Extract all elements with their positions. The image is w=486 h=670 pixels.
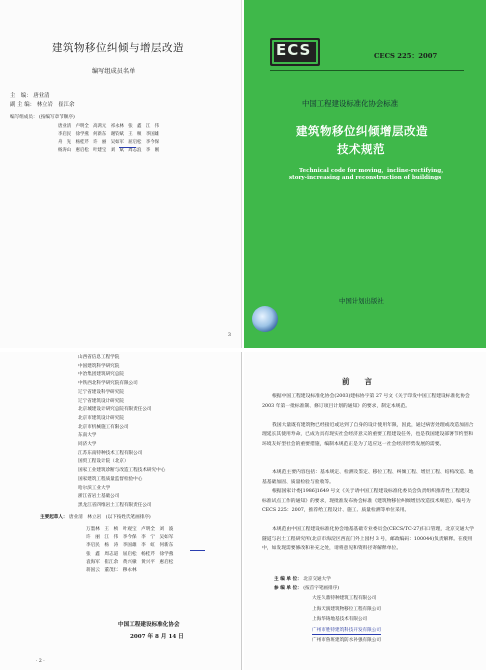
unit-item: 哈尔滨工业大学 bbox=[78, 485, 111, 491]
foreword-paragraph: 根据中国工程建设标准化协会(2003)建标协字第 27 号文《关于印发中国工程建设标准化协会 2003 年第一批标准制、修订项目计划的通知》的要求，制定本规范。 bbox=[262, 394, 470, 409]
drafting-units-page bbox=[0, 352, 242, 670]
cover-title-line2: 技术规范 bbox=[337, 142, 385, 156]
drafter-row: 袁海军 崔江余 黄兴棣 黄兴平 惠启松 bbox=[86, 559, 174, 565]
unit-item: 国贸工程设计院（北京） bbox=[78, 459, 129, 465]
unit-item: 东南大学 bbox=[78, 433, 97, 439]
editor-name: 唐业清 bbox=[33, 93, 50, 99]
member-row: 李启民 徐学燕 何新东 谢钧斌 王 帧 李国雄 bbox=[58, 132, 159, 137]
unit-item: 中冶集团建筑研究总院 bbox=[78, 372, 124, 378]
drafters-first-line: 唐业清 林立岩 (以下按姓氏笔画排序) bbox=[69, 515, 151, 520]
coeditor-item: 广州市胜特建筑科技开发有限公司 bbox=[312, 627, 381, 633]
drafter-row: 李启民 杨 涛 李国雄 李 虹 何新东 bbox=[86, 543, 174, 549]
unit-item: 同济大学 bbox=[78, 442, 97, 447]
unit-item: 中国建筑科学研究院 bbox=[78, 363, 120, 369]
drafter-row: 蒋国云 董茂仁 穆永林 bbox=[86, 568, 137, 573]
foreword-paragraph: 本规范由中国工程建设标准化协会地基基础专业委员会(CECS/TC-27)归口管理，北京交通大学隧道与岩土工程研究所(北京市海淀区西直门外上园村 3 号，邮政编码：100044)负责解释。在使用中，如发现需要修改和补充之处，请将意见和资料径寄解释单位。 bbox=[262, 527, 474, 551]
unit-item: 辽宁省建设科学研究院 bbox=[78, 389, 124, 395]
page-number: · 2 · bbox=[36, 659, 45, 664]
sign-organization: 中国工程建设标准化协会 bbox=[118, 622, 180, 628]
coeditor-item: 上海天演建筑物移位工程有限公司 bbox=[312, 606, 381, 612]
unit-item: 黑龙江省四维岩土工程有限责任公司 bbox=[78, 502, 152, 508]
chief-unit-label: 主 编 单 位： bbox=[274, 577, 302, 582]
english-title-line2: story-increasing and reconstruction of buildings bbox=[289, 175, 442, 181]
publisher: 中国计划出版社 bbox=[339, 297, 384, 305]
seal-icon bbox=[252, 306, 278, 332]
coeditor-item: 上海华铸地基技术有限公司 bbox=[312, 617, 368, 622]
standard-code: CECS 225：2007 bbox=[374, 52, 438, 60]
members-label-row bbox=[10, 114, 75, 121]
drafters-label: 主要起草人： bbox=[40, 515, 68, 520]
english-title-line1: Technical code for moving，incline-rectifying， bbox=[299, 168, 447, 174]
drafter-row: 张 鑫 周志道 屈启松 杨桂芹 徐学燕 bbox=[86, 551, 174, 557]
drafter-row: 许 丽 江 伟 李今保 李 宁 吴如军 bbox=[86, 535, 174, 541]
coeditor-label: 参 编 单 位： bbox=[274, 586, 302, 591]
association-name: 中国工程建设标准化协会标准 bbox=[302, 99, 399, 108]
unit-item: 江苏东南特种技术工程有限公司 bbox=[78, 450, 143, 456]
drafters-header bbox=[40, 514, 151, 521]
unit-item: 国家工业建筑诊断与改造工程技术研究中心 bbox=[78, 468, 166, 474]
unit-item: 北京城建设计研究总院有限责任公司 bbox=[78, 407, 152, 413]
sign-date: 2007 年 8 月 14 日 bbox=[130, 634, 184, 640]
book-title: 建筑物移位纠倾与增层改造 bbox=[52, 42, 184, 54]
member-row: 杨涛山 惠启松 叶建宝 刘 斌 周志浪 李 刚 bbox=[58, 148, 159, 153]
foreword-paragraph: 我国大量既有建筑物已经接近或达到了自身的设计使用年限，因此，通过病害处理或改造加固合理延长其使用寿命，已成为具有现实社会经济意义的重要工程建设任务，也是我国建设部署节约型和环境友好型社会的重要措施，编制本规范正是为了适应这一社会经济形势发展的需要。 bbox=[262, 422, 474, 447]
unit-item: 辽宁省建筑设计研究院 bbox=[78, 398, 124, 404]
unit-item: 中铁西北科学研究院有限公司 bbox=[78, 381, 138, 387]
logo-text: ECS bbox=[276, 41, 312, 59]
unit-item: 北京市建筑设计研究院 bbox=[78, 415, 124, 421]
highlight-underline bbox=[119, 147, 136, 148]
highlight-underline bbox=[190, 550, 205, 551]
page-number: 3 bbox=[228, 333, 231, 338]
coeditor-row bbox=[274, 585, 339, 592]
editor-row bbox=[10, 92, 49, 100]
cover-page bbox=[244, 0, 486, 348]
coeditor-item: 大连久鼎特种建筑工程有限公司 bbox=[312, 596, 377, 601]
foreword-heading: 前 言 bbox=[342, 377, 372, 386]
chief-unit: 北京交通大学 bbox=[303, 577, 331, 582]
chief-unit-row bbox=[274, 576, 331, 583]
unit-item: 浙江省岩土基础公司 bbox=[78, 494, 120, 500]
member-row: 舟 先 杨桂芹 许 丽 吴如军 屈启松 李今保 bbox=[58, 140, 159, 145]
coeditor-note: (按首字笔画排序) bbox=[303, 586, 339, 591]
header-rule bbox=[270, 70, 464, 71]
members-label: 编写组成员： bbox=[10, 115, 38, 120]
foreword-paragraph: 根据国家计委[1986]1649 号文《关于请中国工程建设标准化委员会负责组织推荐性工程建设标准试点工作的通知》的要求，现批准发布协会标准《建筑物移位纠倾增层改造技术规范》，编号为 CECS 225：2007，推荐给工程设计、施工、质量检测等单位采用。 bbox=[262, 489, 471, 513]
editor-label: 主 编： bbox=[10, 93, 32, 99]
deputy-row bbox=[10, 101, 74, 109]
unit-item: 北京市机械施工有限公司 bbox=[78, 424, 129, 430]
unit-item: 国家建筑工程质量监督检验中心 bbox=[78, 476, 143, 482]
drafter-row: 万墨林 王 桢 叶观宝 卢明全 刘 波 bbox=[86, 527, 174, 532]
unit-item: 山西省信息工程学院 bbox=[78, 355, 120, 360]
member-list-page bbox=[0, 0, 242, 348]
foreword-paragraph: 本规范主要内容包括：基本规定、检测及鉴定、移位工程、纠倾工程、增层工程、结构改造、地基基础加固、质量检验与验收等。 bbox=[262, 470, 474, 485]
member-row: 唐业清 卢明全 高鸿元 祁永林 张 鑫 江 伟 bbox=[58, 124, 159, 129]
deputy-label: 副 主 编： bbox=[10, 102, 35, 108]
deputy-names: 林立岩 崔江余 bbox=[36, 102, 75, 108]
coeditor-item: 广州市鲁班建筑防水补强有限公司 bbox=[312, 638, 381, 643]
cover-title-line1: 建筑物移位纠倾增层改造 bbox=[296, 124, 428, 138]
members-note: (按编写章节顺序) bbox=[39, 115, 75, 120]
foreword-page bbox=[244, 352, 486, 670]
member-list-heading: 编写组成员名单 bbox=[92, 68, 136, 75]
